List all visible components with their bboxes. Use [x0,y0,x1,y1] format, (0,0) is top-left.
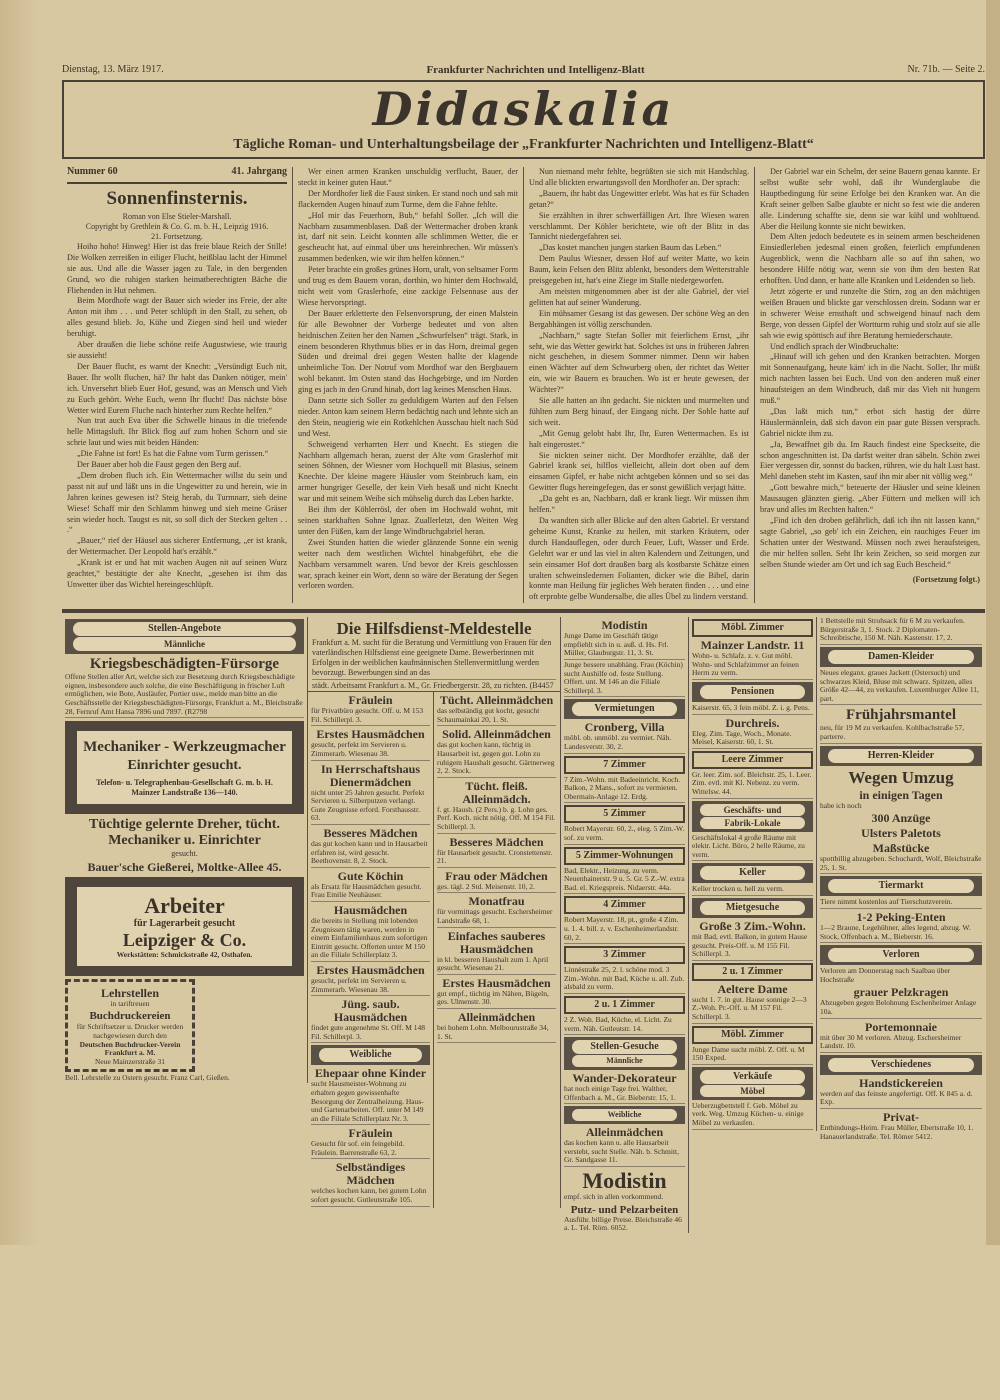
ad-text: nicht unter 25 Jahren gesucht. Perfekt Servieren u. Silberputzen verlangt. Gute Zeugnisse erford. Forsthausstr. 63. [311,789,430,825]
paragraph: „Da geht es an, Nachbarn, daß er krank liegt. Wir müssen ihm helfen.“ [529,494,749,515]
paragraph: Dem Paulus Wiesner, dessen Hof auf weiter Matte, wo kein Baum, kein Felsen den Blitz ablenkt, besonders dem Wetterstrahle preisgegeben ist, hat's eine Ziege im Stalle niedergeworfen. [529,254,749,286]
paragraph: Der Bauer erkletterte den Felsenvorsprung, der einen Malstein für alle Bewohner der Vorberge bedeutet und von alten heidnischen Zeiten her den Namen „Schwurfelsen“ trägt. Stark, in einem besonderen Rhythmus blies er in das Horn, dreimal gegen Süden und dreimal drei gegen Westen hallte der klagende unheimliche Ton. Der Notruf vom Mordhof war den Bergbauern wohl bekannt. Im Osten stand das Hochgebirge, und im Norden ging es jach in den Grund hinab, dort lag keines Menschen Haus. [298,308,518,395]
ad-text: sucht Hausmeister-Wohnung zu erhalten gegen gewissenhafte Besorgung der Zentralheizung. Haus- und Gartenarbeiten. Off. unter M 149 an die Filiale Schillerplatz Nr. 3. [311,1080,430,1125]
classified-ad [564,661,685,697]
paragraph: Hoiho hoho! Hinweg! Hier ist das freie blaue Reich der Stille! Die Wolken zerreißen in eiliger Flucht, heißblau lacht der Himmel sie aus. Und alle die Wasser jagen zu Tale, in den bergenden Grund, wo die ruhigen starken heimatberechtigten Bäche die Fliehenden in Hut nehmen. [67,241,287,295]
ad-heading: In Herrschaftshaus Dienermädchen [320,761,420,789]
classified-ad [564,996,685,1035]
paragraph: Der Gabriel war ein Schelm, der seine Bauern genau kannte. Er selbst wußte sehr wohl, daß ihr Wunderglaube die Hauptbedingung für seine Erfolge bei den Kranken war. An die Kraft seiner gelben Salbe glaubte er nicht so fest wie die anderen alle. Linderung schaffte sie, denn sie war kühl und wohltuend. Aber die Heilung konnte sie nicht bewirken. [760,167,980,231]
ad-text: Offene Stellen aller Art, welche sich zur Besetzung durch Kriegsbeschädigte eignen, insbesondere auch solche, die eine Beschäftigung in frischer Luft ermöglichen, wie Bote, Ausläufer, Portier usw., melde man bitte an die Geschäftsstelle der Kriegsbeschädigten-Fürsorge, Frankfurt a. M., Bleichstraße 28, Fernruf Amt Hansa 7896 und 7897. (R2798 [65,673,304,718]
paragraph: Der Mordhofer ließ die Faust sinken. Er stand noch und sah mit flackernden Augen hinauf zum Turme, dem die Fahne fehlte. [298,188,518,209]
ad-heading: Besseres Mädchen [323,826,418,840]
ad-text: das gut kochen kann, tüchtig in Hausarbeit ist, gegen gut. Lohn zu ruhigem Haushalt gesucht. Gärtnerweg 2, 2. Stock. [437,741,556,777]
ad-text: in kl. besseren Haushalt zum 1. April gesucht. Wiesenau 21. [437,956,556,975]
classified-ad [437,1011,556,1043]
paragraph: Jetzt zögerte er und runzelte die Stirn, zog an den mächtigen weißen Brauen und blickte gar verschlossen drein. Sodann war er in schwerer Weise ernsthaft und schweigend hinauf nach dem Berge, von dessen Gipfel der Wortturm ruhig und stolz auf sie alle sah wie ewig spöttisch auf ihre Beratung herniederschaute. [760,286,980,340]
ad-heading: Erstes Hausmädchen [442,975,551,990]
classified-ads [62,617,985,1233]
masthead [62,80,985,159]
ad-heading: 5 Zimmer-Wohnungen [564,847,685,865]
ad-text: Junge bessere unabhäng. Frau (Köchin) sucht Aushilfe od. feste Stellung. Offert. unt. M 146 an die Filiale Schillerpl. 3. [564,661,685,697]
classified-ad [437,780,556,834]
ad-heading: Kriegsbeschädigten-Fürsorge [89,656,280,673]
paragraph: Bei ihm der Köhlerrösl, der oben im Hochwald wohnt, mit seinen starkhaften Sohne Ignaz. Zuallerletzt, den Weiten Weg unter den Füßen, kam der lange Windbruchgabriel heran. [298,505,518,536]
ad-text: 2 Z. Woh. Bad, Küche, el. Licht. Zu verm. Näh. Gutleutstr. 14. [564,1016,685,1035]
paragraph: „Bauern, ihr habt das Ungewitter erlebt. Was hat es für Schaden getan?“ [529,188,749,209]
classified-ad [311,870,430,902]
paragraph: Dann setzte sich Soller zu geduldigem Warten auf den Felsen nieder. Anton kam seinem Herrn bedächtig nach und lehnte sich an den Stein, neugierig wie ein Rotkehlchen Ausschau hielt nach Süd und West. [298,396,518,438]
section-banner: Stellen-Angebote Männliche [65,619,304,654]
running-header [62,64,985,76]
ad-column-5: 1 Bettstelle mit Strohsack für 6 M zu verkaufen. Bürgerstraße 3, 1. Stock. 2 Diplomaten-Schreibtische, 150 M. Näh. Kastenstr. 17, 2. Damen-Kleider Neues eleganx. graues Jackett (Ostersuch) und schwarzes Kleid, Bluse mit schwarz. Spitzen, alles Größe 42—44, zu verkaufen. Luxemburger Allee 11, part. Frühjahrsmantel neu, für 19 M zu verkaufen. Kohlbachstraße 57, parterre. Herren-Kleider Wegen Umzug in einigen Tagen habe ich noch 300 Anzüge Ulsters Paletots Maßstücke spottbillig abzugeben. Schuchardt, Wolf, Bleichstraße 25, 1. St. Tiermarkt Tiere nimmt kostenlos auf Tierschutzverein. 1-2 Peking-Enten 1—2 Braune, Legehühner, alles legend, abzug. W. Stock, Offenbach a. M., Bieberstr. 16. Verloren Verloren am Donnerstag nach Saalbau über Hochstraße grauer Pelzkragen Abzugeben gegen Belohnung Eschenheimer Anlage 10a. Portemonnaie mit über 30 M verloren. Abzug. Eschersheimer Landstr. 10. Verschiedenes Handstickereien werden auf das feinste angefertigt. Off. K 845 a. d. Exp. Privat- Entbindungs-Heim. Frau Müller, Ebertstraße 10, 1. Hanauerlandstraße. Tel. Römer 5412. [820,616,982,1141]
paper-name: Frankfurter Nachrichten und Intelligenz-Blatt [426,64,645,76]
ad-text: Robert Mayerstr. 18, pt., große 4 Zim. u. 1. 4. bill. z. v. Eschenheimerlandstr. 60, 2. [564,916,685,944]
paragraph: „Hinauf will ich gehen und den Kranken betrachten. Morgen mit Sonnenaufgang, heute käm' ich in die Nacht. Soller, Ihr müßt mich nachten lassen bei Euch. Und von den anderen muß einer hinaufsteigen an dem Windbruch, daß mir das Vieh nit hungern muß.“ [760,352,980,406]
paragraph: „Krank ist er und hat mit wachen Augen nit auf seinen Wurz geachtet,“ bestätigte der alte Knecht, „gesehen ist ihm das Unwetter über das Wichtel hereingeschlüpft. [67,558,287,589]
classified-ad [311,728,430,760]
ad-heading: Modistin [601,618,648,633]
classified-ad [437,694,556,726]
classified-ad [311,964,430,996]
classified-ad [311,1161,430,1206]
paragraph: Nun trat auch Eva über die Schwelle hinaus in die triefende helle Mittagsluft. Ihr Blick flog auf zum hohen Schorn und sie schrie laut und wies mit beiden Händen: [67,416,287,448]
paragraph: Sie nickten seiner nicht. Der Mordhofer erzählte, daß der Gabriel krank sei, hilflos vielleicht, allein dort oben auf dem einsamen Gipfel, er habe nicht achtgeben können und so sei das Gewitter flugs hereingefegen, das er sonst gewißlich verjagt hätte. [529,450,749,493]
ad-heading: Tücht. fleiß. Alleinmädch. [462,778,531,806]
classified-ad [311,763,430,825]
ad-text: f. gt. Haush. (2 Pers.) b. g. Lohn ges. Perf. Koch. nicht nötig. Off. M 154 Fil. Schillerpl. 3. [437,806,556,834]
paragraph: Dem Alten jedoch bedeutete es in seinem armen bescheidenen Einsiedlerleben jedesmal einen großen, feierlich empfundenen Augenblick, wenn die Nachbarn alle so auf ihn sahen, wo besondere Hilfe nötig war, wenn sie von ihm den besten Rat erhofften. Und dann, er hatte alle Kranken und Leidenden so lieb. [760,232,980,286]
classified-ad [311,1067,430,1125]
paragraph: „Ja, Bewaffnet gib du. Im Rauch findest eine Speckseite, die schon angeschnitten ist. Da darfst weiter dran säbeln. Schön zwei Eier vergessen dir, sonnst du backen, rühren, wie du halt Lust hast. Mehl daneben steht im Kasten, sauf ihn mir aber nit völlig weg.“ [760,439,980,482]
classified-ad [564,619,685,660]
ad-column-1: Stellen-Angebote Männliche Kriegsbeschädigten-Fürsorge Offene Stellen aller Art, welche sich zur Besetzung durch Kriegsbeschädigte eignen, insbesondere auch solche, die eine Beschäftigung in frischer Luft ermöglichen, wie Bote, Ausläufer, Portier usw., melde man bitte an die Geschäftsstelle der Kriegsbeschädigten-Fürsorge, Frankfurt a. M., Bleichstraße 28, Fernruf Amt Hansa 7896 und 7897. (R2798 Mechaniker - Werkzeugmacher Einrichter gesucht. Telefon- u. Telegraphenbau-Gesellschaft G. m. b. H. Mainzer Landstraße 136—140. Tüchtige gelernte Dreher, tücht. Mechaniker u. Einrichter gesucht. Bauer'sche Gießerei, Moltke-Allee 45. Arbeiter für Lagerarbeit gesucht Leipziger & Co. Werkstätten: Schmickstraße 42, Osthafen. Lehrstellen in tariftreuen Buchdruckereien für Schriftsetzer u. Drucker werden nachgewiesen durch den Deutschen Buchdrucker-Verein Frankfurt a. M. Neue Mainzerstraße 31 Bell. Lehrstelle zu Ostern gesucht. Franz Carl, Gießen. [62,617,308,1083]
classified-ad [311,998,430,1043]
paragraph: Wer einen armen Kranken unschuldig verflucht, Bauer, der steckt in keiner guten Haut.“ [298,167,518,187]
classified-ad [564,805,685,844]
article-column-1 [62,167,293,603]
display-ad: Mechaniker - Werkzeugmacher Einrichter gesucht. Telefon- u. Telegraphenbau-Gesellschaft G. m. b. H. Mainzer Landstraße 136—140. [65,721,304,814]
article-columns [62,167,985,603]
paragraph: „Hol mir das Feuerhorn, Bub,“ befahl Soller. „Ich will die Nachbarn zusammenblasen. Daß der Wettermacher droben krank ist, darf nit sein. Leicht konnten alle schlimmen Wetter, die er gescheucht hat, auf einmal über uns hereinbrechen. Wir müssen's zusammen bedenken, wie wir ihm helfen können.“ [298,210,518,264]
issue-number: Nummer 60 [67,166,118,177]
ad-heading: Tücht. Alleinmädchen [439,693,554,708]
classified-ad [437,836,556,868]
ad-text: gesucht, perfekt im Servieren u. Zimmerarb. Wiesenau 38. [311,977,430,996]
classified-ad [437,977,556,1009]
paragraph: Der Bauer aber hob die Faust gegen den Berg auf. [77,460,241,470]
ad-text: die bereits in Stellung mit lobenden Zeugnissen tätig waren, werden in einem Einfamilienhaus zum sofortigen Eintritt gesucht. Offerten unter M 150 an die Filiale Schillerplatz 3. [311,917,430,962]
article-title: Sonnenfinsternis. [106,187,248,209]
ad-heading: Ehepaar ohne Kinder [314,1066,427,1081]
paragraph: „Find ich den droben gefährlich, daß ich ihn nit lassen kann,“ sagte Gabriel, „so geb' ich ein Zeichen, ein rauchiges Feuer im Schatten unter der Westwand. Müssen noch zwei heraufsteigen, die mir helfen sollen. Seht Ihr kein Zeichen, so seid morgen zur selben Stunde wieder am Ort und ich sag Euch Bescheid.“ [760,516,980,569]
ad-text: Linnéstraße 25, 2. l. schöne mod. 3 Zim.-Wohn. mit Bad, Küche u. all. Zub. alsbald zu verm. [564,966,685,994]
ad-text: für vormittags gesucht. Eschersheimer Landstraße 68, 1. [437,908,556,927]
ad-text: Gesucht für sof. ein feingebild. Fräulein. Barrenstraße 63, 2. [311,1140,430,1159]
classified-ad [564,946,685,994]
paragraph: Nun niemand mehr fehlte, begrüßten sie sich mit Handschlag. Und alle blickten erwartungsvoll den Mordhofer an. Der sprach: [529,167,749,187]
article-column-3 [524,167,755,603]
paragraph: Schweigend verharrten Herr und Knecht. Es stiegen die Nachbarn allgemach heran, zuerst der Alte vom Graslerhof mit seinen Söhnen, der Wiesner vom Hochquell mit Blasius, seinem Knechte. Der kleine magere Häusler vom Steinbruch kam, ein armer hungriger Geselle, der kein Vieh besaß und nicht Knecht war und mit seinem Weibe sich mühselig durch das Leben harkte. [298,439,518,504]
paragraph: „Das laßt mich tun,“ erbot sich hastig der dürre Häuslermännlein, daß sich davon ein paar gute Bissen versprach. Gabriel nickte ihm zu. [760,406,980,438]
ad-heading: Tüchtige gelernte Dreher, tücht. Mechaniker u. Einrichter [89,817,280,849]
ad-heading: 5 Zimmer [564,805,685,823]
installment: 21. Fortsetzung. [151,231,203,241]
section-banner: Weibliche [564,1106,685,1124]
paragraph: „Mit Genug gelobt habt Ihr, Ihr, Euren Wettermachen. Es ist halt eingerostet.“ [529,428,749,449]
ad-heading: Bauer'sche Gießerei, Moltke-Allee 45. [87,860,282,875]
paragraph: Sie erzählten in ihrer schwerfälligen Art. Ihre Wiesen waren verschlammt. Der Köhler berichtete, wie oft der Blitz in das Tannicht niedergefahren sei. [529,210,749,242]
classified-ad [311,827,430,868]
ad-heading: Erstes Hausmädchen [316,962,425,977]
classified-ad [437,930,556,975]
ad-text: das gut kochen kann und in Hausarbeit erfahren ist, wird gesucht. Beethovenstr. 8, 2. Stock. [311,840,430,868]
ad-text: ges. tägl. 2 Std. Meisenstr. 10, 2. [437,883,556,894]
classified-ad [564,896,685,944]
ad-heading: 2 u. 1 Zimmer [564,996,685,1014]
paragraph: Da wandten sich aller Blicke auf den alten Gabriel. Er verstand geheime Kunst, Kranke zu heilen, mit starken Kräutern, oder durch Handauflegen, oder durch Feuer, Luft, Wasser und Erde. Gelehrt war er und las viel in alten Kalendern und Zeitungen, und sein einsamer Hof dort draußen barg als kostbarste Schätze einen uralten schweinsledernen Folianten, dicker wie die Bibel, darin konnte man Heilung für jegliches Weh beraten finden . . . und eine oft erprobte gelbe Wundersalbe, die alles Übel zu lindern verstand. [529,516,749,602]
paragraph: Sie alle hatten an ihn gedacht. Sie nickten und murmelten und fühlten zum Berg hinauf, der Eingang nicht. Der Sohle hatte auf sich weit. [529,396,749,427]
ad-heading: Besseres Mädchen [449,834,544,849]
ad-text: Robert Mayerstr. 60, 2., eleg. 5 Zim.-W. sof. zu verm. [564,825,685,844]
section-banner: Stellen-Gesuche Männliche [564,1037,685,1070]
ad-heading: 4 Zimmer [564,896,685,914]
classified-ad [564,756,685,804]
article-column-4 [755,167,985,603]
copyright: Copyright by Grethlein & Co. G. m. b. H., Leipzig 1916. [85,221,269,231]
ad-text: Bad, Elektr., Heizung, zu verm. Neuenhainerstr. 9 u. 5. Gr. 5 Z.-W. extra Bad. el. Kriegspreis. Nidaerstr. 44a. [564,867,685,895]
newspaper-page [62,0,985,1245]
paragraph: Zwei Stunden hatten die wieder glänzende Sonne ein wenig weiter nach dem westlichen Wichtel hinabgeführt, ehe die Nachbarn versammelt waren. Und bevor der Kreis geschlossen war, sprach keiner ein Wort, denn so wäre der Beratung der Segen verloren worden. [298,537,518,591]
ad-heading: 3 Zimmer [564,946,685,964]
paragraph: „Gott bewahre mich,“ beteuerte der Häusler und seine kleinen Mausaugen glänzten gierig. „Aber Füttern und melken will ich brav und alles im Rechten halten.“ [760,483,980,515]
paragraph: Peter brachte ein großes grünes Horn, uralt, von seltsamer Form und trug es dem Bauern voran, dorthin, wo hinter dem Hochwald, nicht weit vom Graslerhofe, eine zackige Felsennase aus der Wiese hervorspringt. [298,265,518,307]
ad-heading: Frau oder Mädchen [445,868,548,883]
ad-column-4: Möbl. Zimmer Mainzer Landstr. 11 Wohn- u. Schlafz. z. v. Gut möbl. Wohn- und Schlafzimmer an feinen Herrn zu verm. Pensionen Kaiserstr. 65, 3 fein möbl. Z. i. g. Pens. Durchreis. Eleg. Zim. Tage, Woch., Monate. Meisel, Kaiserstr. 60, 1. St. Leere Zimmer Gr. leer. Zim. sof. Bleichstr. 25, 1. Leer. Zim. evtl. mit Kl. Nebenz. zu verm. Wittelsw. 44. Geschäfts- und Fabrik-Lokale Geschäftslokal 4 große Räume mit elektr. Licht. Büro, 2 helle Räume, zu verm. Keller Keller trocken u. hell zu verm. Mietgesuche Große 3 Zim.-Wohn. mit Bad, evtl. Balkon, in gutem Hause gesucht. Preis-Off. u. M 155 Fil. Schillerpl. 3. 2 u. 1 Zimmer Aeltere Dame sucht 1. 7. in gut. Hause sonnige 2—3 Z.-Woh. Pr.-Off. u. M 157 Fil. Schillerpl. 3. Möbl. Zimmer Junge Dame sucht möbl. Z. Off. u. M 150 Exped. Verkäufe Möbel Ueberzugbettstell f. Geb. Möbel zu verk. Weg. Umzug Küchen- u. einige Möbel zu verkaufen. [689,617,817,1130]
issue-page: Nr. 71b. — Seite 2. [907,64,985,75]
paragraph: „Bauer,“ rief der Häusel aus sicherer Entfernung, „er ist krank, der Wettermacher. Der Leopold hat's erzählt.“ [67,536,287,557]
ad-column-3: Modistin Junge Dame im Geschäft tätige empfiehlt sich in u. auß. d. Hs. Frl. Müller, Glauburgstr. 11, 3. St. Junge bessere unabhäng. Frau (Köchin) sucht Aushilfe od. feste Stellung. Offert. unt. M 146 an die Filiale Schillerpl. 3. Vermietungen Cronberg, Villa möbl. ob. unmöbl. zu vermiet. Näh. Landesverstr. 30, 2. 7 Zimmer 7 Zim.-Wohn. mit Badeeinricht. Koch. Balkon, 2 Mans., sofort zu vermieten. Obermain-Anlage 12. Erdg. 5 Zimmer Robert Mayerstr. 60, 2., eleg. 5 Zim.-W. sof. zu verm. 5 Zimmer-Wohnungen Bad, Elektr., Heizung, zu verm. Neuenhainerstr. 9 u. 5. Gr. 5 Z.-W. extra Bad. el. Kriegspreis. Nidaerstr. 44a. 4 Zimmer Robert Mayerstr. 18, pt., große 4 Zim. u. 1. 4. bill. z. v. Eschenheimerlandstr. 60, 2. 3 Zimmer Linnéstraße 25, 2. l. schöne mod. 3 Zim.-Wohn. mit Bad, Küche u. all. Zub. alsbald zu verm. 2 u. 1 Zimmer 2 Z. Woh. Bad, Küche, el. Licht. Zu verm. Näh. Gutleutstr. 14. Stellen-Gesuche Männliche Wander-Dekorateur hat noch einige Tage frei. Walther, Offenbach a. M., Gr. Bieberstr. 15, 1. Weibliche Alleinmädchen das kochen kann u. alle Hausarbeit versteht, sucht Stelle. Näh. b. Schmitt, Gr. Sandgasse 11. Modistin empf. sich in allen vorkommend. Putz- und Pelzarbeiten Ausführ. billige Preise. Bleichstraße 46 a. L. Tel. Röm. 6052. [561,617,689,1233]
ad-heading: 7 Zimmer [564,756,685,774]
ad-text: als Ersatz für Hausmädchen gesucht. Frau Emilie Neuhäuser. [311,883,430,902]
classified-ad [437,728,556,777]
classified-ad [437,895,556,927]
ad-heading: Gute Köchin [337,868,404,883]
ad-heading: Jüng. saub. Hausmädchen [333,997,408,1025]
ad-heading: Solid. Alleinmädchen [442,727,551,742]
paragraph: „Die Fahne ist fort! Es hat die Fahne vom Turm gerissen.“ [77,449,269,459]
section-banner: Vermietungen [564,699,685,719]
ad-heading: Alleinmädchen [457,1009,536,1024]
classified-ad [437,870,556,894]
ad-heading: Fräulein [348,693,393,708]
ad-heading: Selbständiges Mädchen [335,1160,406,1188]
ad-text: Junge Dame im Geschäft tätige empfiehlt sich in u. auß. d. Hs. Frl. Müller, Glauburgstr. 11, 3. St. [564,632,685,660]
paragraph: „Nachbarn,“ sagte Stefan Soller mit feierlichem Ernst, „ihr seht, wie das Wetter gewirkt hat. Solches ist uns in früheren Jahren nicht geschehen, in diesem Sommer nimmer. Denn wir haben einen Wächter auf dem Schwurberg oben, der richtet das Wetter ein, wie wir Bauern es brauchen. Wo ist er heute gewesen, der Wächter?“ [529,330,749,395]
classified-ad [311,904,430,962]
ad-text: das selbständig gut kocht, gesucht Schaumainkai 20, 1. St. [437,707,556,726]
volume: 41. Jahrgang [231,166,287,177]
classified-ad [564,847,685,895]
ad-text: bei hohem Lohn. Melbourustraße 34, 1. St. [437,1024,556,1043]
ad-heading: Erstes Hausmädchen [316,727,425,742]
ad-text: 7 Zim.-Wohn. mit Badeeinricht. Koch. Balkon, 2 Mans., sofort zu vermieten. Obermain-Anlage 12. Erdg. [564,776,685,804]
paragraph: „Das kostet manchen jungen starken Baum das Leben.“ [539,243,722,253]
continued-note: (Fortsetzung folgt.) [912,574,980,584]
ad-text: gut empf., tüchtig im Nähen, Bügeln, ges. Ulmenstr. 30. [437,990,556,1009]
paragraph: Der Bauer flucht, es warnt der Knecht: „Versündigt Euch nit, Bauer. Ihr wollt fluchen, hä? Ihr habt das Danken nötiger, mein' ich. Unversehrt blieb Euer Hof, gesund, was an Mensch und Vieh zu Euch gehört. Wehe Euch, wenn Ihr flucht! Das nächste böse Wetter wird Eurem Fluche nach hinterher zum Rechte helfen.“ [67,361,287,415]
byline: Roman von Else Stieler-Marshall. [122,211,232,221]
ad-heading: Monatfrau [468,894,525,909]
date: Dienstag, 13. März 1917. [62,64,164,75]
paragraph: „Dem droben fluch ich. Ein Wettermacher willst du sein und passt nit auf und läßt uns in die Ungewitter zu und herein, wie in Jahren keines gewesen ist? Steig herab, du Turmnarr, sieh deine Wiese! Schaff mir den Schlamm hinweg und sieh meine Gräser sein wieder hoch. Taugst es nit, so soll dich der Stecken gelten . . .“ [67,470,287,535]
paragraph: Und endlich sprach der Windbruchalte: [770,341,899,351]
paragraph: Beim Mordhofe wagt der Bauer sich wieder ins Freie, der alte Anton mit ihm . . . und Peter schlüpft in den Stall, zu sehen, ob alles gesund blieb. Jo, Kühe und Ziegen sind heil und wieder beruhigt. [67,296,287,339]
ad-text: findet gute angenehme St. Off. M 148 Fil. Schillerpl. 3. [311,1024,430,1043]
article-column-2 [293,167,524,603]
ad-heading: Hausmädchen [333,902,408,917]
ad-text: gesucht, perfekt im Servieren u. Zimmerarb. Wiesenau 38. [311,741,430,760]
masthead-title: Didaskalia [372,82,675,136]
ad-text: welches kochen kann, bei gutem Lohn sofort gesucht. Gutleutstraße 105. [311,1187,430,1206]
ad-text: für Hausarbeit gesucht. Cronstettenstr. 21. [437,849,556,868]
classified-ad [311,1127,430,1159]
section-divider [62,609,985,613]
paragraph: Am meisten mitgenommen aber ist der alte Gabriel, der viel gelitten hat auf seiner Wanderung. [529,286,749,307]
lehrstellen-ad: Lehrstellen in tariftreuen Buchdruckereien für Schriftsetzer u. Drucker werden nachgewiesen durch den Deutschen Buchdrucker-Verein Frankfurt a. M. Neue Mainzerstraße 31 [65,979,195,1073]
paragraph: Ein mühsamer Gesang ist das gewesen. Der schöne Weg an den Bergabhängen ist völlig zerschunden. [529,308,749,329]
classified-ad [311,694,430,726]
ad-heading: Einfaches sauberes Hausmädchen [447,928,546,956]
ad-heading: Fräulein [348,1126,393,1141]
display-ad: Arbeiter für Lagerarbeit gesucht Leipziger & Co. Werkstätten: Schmickstraße 42, Osthafen. [65,877,304,976]
section-banner: Weibliche [311,1045,430,1065]
ad-column-2: Die Hilfsdienst-Meldestelle Frankfurt a. M. sucht für die Beratung und Vermittlung von Frauen für den vaterländischen Hilfsdienst eine geeignete Dame. Bewerberinnen mit Erfolgen in der weiblichen kaufmännischen Stellenvermittlung werden bevorzugt. Bewerbungen sind an das städt. Arbeitsamt Frankfurt a. M., Gr. Friedbergerstr. 28, zu richten. (B4457 Fräulein für Privatbüro gesucht. Off. u. M 153 Fil. Schillerpl. 3. Erstes Hausmädchen gesucht, perfekt im Servieren u. Zimmerarb. Wiesenau 38. In Herrschaftshaus Dienermädchen nicht unter 25 Jahren gesucht. Perfekt Servieren u. Silberputzen verlangt. Gute Zeugnisse erford. Forsthausstr. 63. Besseres Mädchen das gut kochen kann und in Hausarbeit erfahren ist, wird gesucht. Beethovenstr. 8, 2. Stock. Gute Köchin als Ersatz für Hausmädchen gesucht. Frau Emilie Neuhäuser. Hausmädchen die bereits in Stellung mit lobenden Zeugnissen tätig waren, werden in einem Einfamilienhaus zum sofortigen Eintritt gesucht. Offerten unter M 150 an die Filiale Schillerplatz 3. Erstes Hausmädchen gesucht, perfekt im Servieren u. Zimmerarb. Wiesenau 38. Jüng. saub. Hausmädchen findet gute angenehme St. Off. M 148 Fil. Schillerpl. 3. Weibliche Ehepaar ohne Kinder sucht Hausmeister-Wohnung zu erhalten gegen gewissenhafte Besorgung der Zentralheizung. Haus- und Gartenarbeiten. Off. unter M 149 an die Filiale Schillerplatz Nr. 3. Fräulein Gesucht für sof. ein feingebild. Fräulein. Barrenstraße 63, 2. Selbständiges Mädchen welches kochen kann, bei gutem Lohn sofort gesucht. Gutleutstraße 105. Tücht. Alleinmädchen das selbständig gut kocht, gesucht Schaumainkai 20, 1. St. Solid. Alleinmädchen das gut kochen kann, tüchtig in Hausarbeit ist, gegen gut. Lohn zu ruhigem Haushalt gesucht. Gärtnerweg 2, 2. Stock. Tücht. fleiß. Alleinmädch. f. gt. Haush. (2 Pers.) b. g. Lohn ges. Perf. Koch. nicht nötig. Off. M 154 Fil. Schillerpl. 3. Besseres Mädchen für Hausarbeit gesucht. Cronstettenstr. 21. Frau oder Mädchen ges. tägl. 2 Std. Meisenstr. 10, 2. Monatfrau für vormittags gesucht. Eschersheimer Landstraße 68, 1. Einfaches sauberes Hausmädchen in kl. besseren Haushalt zum 1. April gesucht. Wiesenau 21. Erstes Hausmädchen gut empf., tüchtig im Nähen, Bügeln, ges. Ulmenstr. 30. Alleinmädchen bei hohem Lohn. Melbourustraße 34, 1. St. [308,617,561,1207]
ad-heading: Die Hilfsdienst-Meldestelle [336,619,532,639]
masthead-subtitle: Tägliche Roman- und Unterhaltungsbeilage der „Frankfurter Nachrichten und Intelligenz-Blatt“ [233,137,814,152]
paragraph: Aber draußen die liebe schöne reife Augustwiese, wie traurig sie aussieht! [67,340,287,360]
ad-text: für Privatbüro gesucht. Off. u. M 153 Fil. Schillerpl. 3. [311,707,430,726]
